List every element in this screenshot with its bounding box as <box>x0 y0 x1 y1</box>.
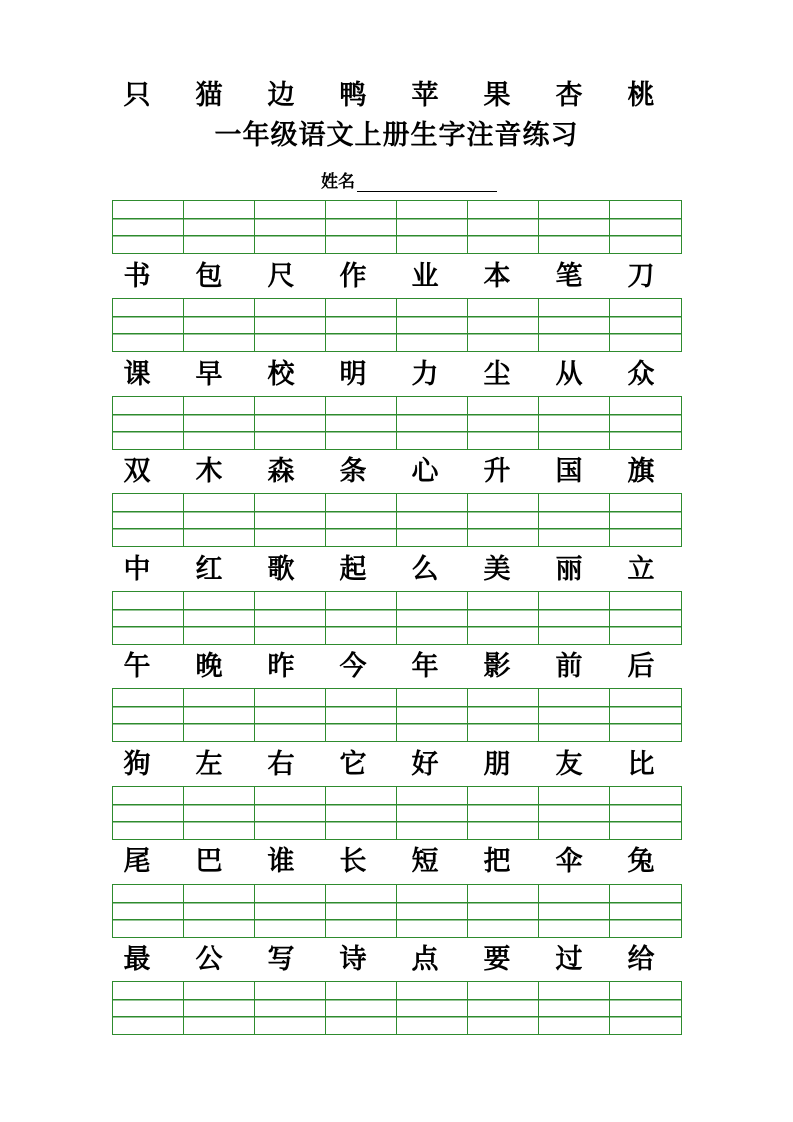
char-row <box>101 942 677 978</box>
pinyin-cell[interactable] <box>184 494 255 546</box>
char: 尾 <box>123 846 151 877</box>
char: 校 <box>267 359 295 390</box>
char: 尺 <box>267 261 295 292</box>
pinyin-cell[interactable] <box>539 982 610 1034</box>
name-blank-line[interactable] <box>357 171 497 192</box>
char: 明 <box>339 359 367 390</box>
pinyin-cell[interactable] <box>113 982 184 1034</box>
pinyin-cell[interactable] <box>397 982 468 1034</box>
char: 刀 <box>627 261 655 292</box>
char: 诗 <box>339 944 367 975</box>
char: 国 <box>555 456 583 487</box>
char: 从 <box>555 359 583 390</box>
pinyin-cell[interactable] <box>113 201 184 253</box>
pinyin-cell[interactable] <box>326 494 397 546</box>
pinyin-cell[interactable] <box>397 787 468 839</box>
char: 升 <box>483 456 511 487</box>
char: 心 <box>411 456 439 487</box>
char: 早 <box>195 359 223 390</box>
char: 公 <box>195 944 223 975</box>
pinyin-cell[interactable] <box>539 299 610 351</box>
pinyin-cell[interactable] <box>326 982 397 1034</box>
char: 木 <box>195 456 223 487</box>
char: 鸭 <box>339 80 367 111</box>
char: 尘 <box>483 359 511 390</box>
pinyin-cell[interactable] <box>113 397 184 449</box>
char: 狗 <box>123 749 151 780</box>
pinyin-cell[interactable] <box>468 397 539 449</box>
pinyin-cell[interactable] <box>468 982 539 1034</box>
char: 给 <box>627 944 655 975</box>
char: 业 <box>411 261 439 292</box>
char: 右 <box>267 749 295 780</box>
pinyin-grid[interactable] <box>112 396 682 450</box>
char: 作 <box>339 261 367 292</box>
char-row <box>101 747 677 783</box>
char: 书 <box>123 261 151 292</box>
pinyin-cell[interactable] <box>539 689 610 741</box>
pinyin-cell[interactable] <box>468 299 539 351</box>
pinyin-cell[interactable] <box>468 592 539 644</box>
char-row <box>101 552 677 588</box>
char: 条 <box>339 456 367 487</box>
pinyin-cell[interactable] <box>397 494 468 546</box>
pinyin-grid[interactable] <box>112 981 682 1035</box>
name-label: 姓名 <box>321 172 355 192</box>
char-row <box>101 649 677 685</box>
char: 本 <box>483 261 511 292</box>
pinyin-cell[interactable] <box>113 592 184 644</box>
char: 中 <box>123 554 151 585</box>
pinyin-cell[interactable] <box>113 787 184 839</box>
pinyin-cell[interactable] <box>255 592 326 644</box>
pinyin-cell[interactable] <box>397 397 468 449</box>
char: 午 <box>123 651 151 682</box>
char-row <box>101 259 677 295</box>
char: 双 <box>123 456 151 487</box>
pinyin-cell[interactable] <box>539 592 610 644</box>
char: 只 <box>123 80 151 111</box>
pinyin-cell[interactable] <box>610 787 681 839</box>
char-row <box>101 454 677 490</box>
char: 森 <box>267 456 295 487</box>
pinyin-cell[interactable] <box>184 982 255 1034</box>
pinyin-cell[interactable] <box>184 201 255 253</box>
char-row <box>101 357 677 393</box>
char: 点 <box>411 944 439 975</box>
char: 短 <box>411 846 439 877</box>
pinyin-cell[interactable] <box>610 885 681 937</box>
header-char-row <box>101 78 677 114</box>
char: 谁 <box>267 846 295 877</box>
char: 朋 <box>483 749 511 780</box>
char: 今 <box>339 651 367 682</box>
char: 力 <box>411 359 439 390</box>
pinyin-cell[interactable] <box>610 494 681 546</box>
pinyin-cell[interactable] <box>184 397 255 449</box>
char: 巴 <box>195 846 223 877</box>
char: 前 <box>555 651 583 682</box>
pinyin-cell[interactable] <box>468 201 539 253</box>
char: 伞 <box>555 846 583 877</box>
char: 猫 <box>195 80 223 111</box>
char: 桃 <box>627 80 655 111</box>
char: 包 <box>195 261 223 292</box>
pinyin-cell[interactable] <box>539 787 610 839</box>
char: 后 <box>627 651 655 682</box>
pinyin-cell[interactable] <box>255 201 326 253</box>
char: 长 <box>339 846 367 877</box>
pinyin-cell[interactable] <box>610 201 681 253</box>
pinyin-cell[interactable] <box>326 397 397 449</box>
char: 边 <box>267 80 295 111</box>
char: 昨 <box>267 651 295 682</box>
pinyin-cell[interactable] <box>468 885 539 937</box>
char: 好 <box>411 749 439 780</box>
char: 丽 <box>555 554 583 585</box>
char: 年 <box>411 651 439 682</box>
pinyin-cell[interactable] <box>326 787 397 839</box>
pinyin-cell[interactable] <box>255 885 326 937</box>
pinyin-cell[interactable] <box>255 787 326 839</box>
pinyin-cell[interactable] <box>539 885 610 937</box>
pinyin-cell[interactable] <box>397 885 468 937</box>
pinyin-cell[interactable] <box>326 592 397 644</box>
char: 笔 <box>555 261 583 292</box>
pinyin-cell[interactable] <box>184 787 255 839</box>
pinyin-grid[interactable] <box>112 786 682 840</box>
pinyin-cell[interactable] <box>184 299 255 351</box>
char: 旗 <box>627 456 655 487</box>
char: 起 <box>339 554 367 585</box>
pinyin-cell[interactable] <box>468 689 539 741</box>
char: 晚 <box>195 651 223 682</box>
pinyin-grid[interactable] <box>112 493 682 547</box>
pinyin-cell[interactable] <box>539 397 610 449</box>
pinyin-cell[interactable] <box>397 689 468 741</box>
pinyin-grid[interactable] <box>112 688 682 742</box>
pinyin-cell[interactable] <box>326 885 397 937</box>
pinyin-cell[interactable] <box>255 299 326 351</box>
pinyin-cell[interactable] <box>397 201 468 253</box>
char: 比 <box>627 749 655 780</box>
name-field <box>321 166 497 192</box>
pinyin-cell[interactable] <box>326 689 397 741</box>
char: 众 <box>627 359 655 390</box>
pinyin-cell[interactable] <box>113 689 184 741</box>
char-row <box>101 844 677 880</box>
pinyin-cell[interactable] <box>184 592 255 644</box>
char: 立 <box>627 554 655 585</box>
char: 课 <box>123 359 151 390</box>
pinyin-cell[interactable] <box>255 494 326 546</box>
pinyin-cell[interactable] <box>610 592 681 644</box>
char: 把 <box>483 846 511 877</box>
pinyin-cell[interactable] <box>255 397 326 449</box>
pinyin-cell[interactable] <box>326 201 397 253</box>
char: 写 <box>267 944 295 975</box>
pinyin-cell[interactable] <box>610 689 681 741</box>
pinyin-cell[interactable] <box>539 201 610 253</box>
pinyin-cell[interactable] <box>468 494 539 546</box>
pinyin-cell[interactable] <box>255 982 326 1034</box>
page-title: 一年级语文上册生字注音练习 <box>214 120 579 151</box>
char: 么 <box>411 554 439 585</box>
char: 果 <box>483 80 511 111</box>
pinyin-cell[interactable] <box>397 299 468 351</box>
char: 红 <box>195 554 223 585</box>
pinyin-grid[interactable] <box>112 298 682 352</box>
pinyin-grid[interactable] <box>112 200 682 254</box>
pinyin-cell[interactable] <box>610 397 681 449</box>
char: 苹 <box>411 80 439 111</box>
char: 美 <box>483 554 511 585</box>
pinyin-cell[interactable] <box>184 689 255 741</box>
pinyin-grid[interactable] <box>112 884 682 938</box>
pinyin-grid[interactable] <box>112 591 682 645</box>
pinyin-cell[interactable] <box>610 982 681 1034</box>
char: 友 <box>555 749 583 780</box>
pinyin-cell[interactable] <box>184 885 255 937</box>
char: 杏 <box>555 80 583 111</box>
char: 它 <box>339 749 367 780</box>
char: 过 <box>555 944 583 975</box>
pinyin-cell[interactable] <box>326 299 397 351</box>
pinyin-cell[interactable] <box>113 299 184 351</box>
char: 最 <box>123 944 151 975</box>
pinyin-cell[interactable] <box>468 787 539 839</box>
char: 要 <box>483 944 511 975</box>
char: 兔 <box>627 846 655 877</box>
pinyin-cell[interactable] <box>113 494 184 546</box>
pinyin-cell[interactable] <box>255 689 326 741</box>
pinyin-cell[interactable] <box>539 494 610 546</box>
char: 左 <box>195 749 223 780</box>
pinyin-cell[interactable] <box>113 885 184 937</box>
char: 影 <box>483 651 511 682</box>
char: 歌 <box>267 554 295 585</box>
pinyin-cell[interactable] <box>610 299 681 351</box>
pinyin-cell[interactable] <box>397 592 468 644</box>
